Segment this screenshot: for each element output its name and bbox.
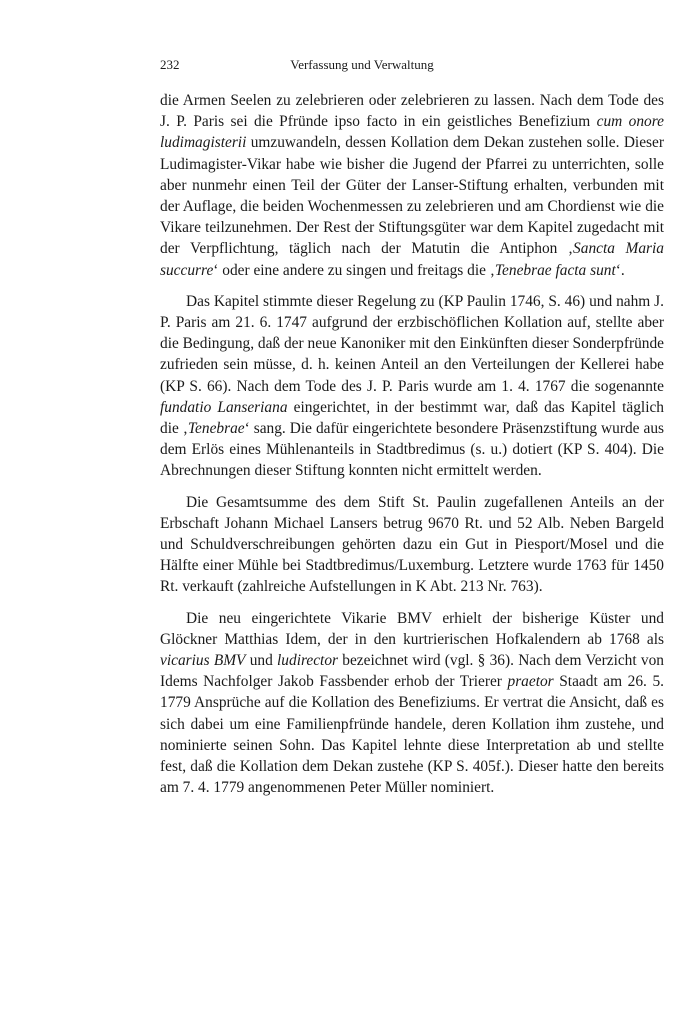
italic-phrase: Sancta Maria succurre (160, 240, 664, 279)
text-run: Staadt am 26. 5. 1779 Ansprüche auf die Kollation des Benefiziums. Er vertrat die Ansicht, daß es sich dabei um eine Familienpfründe handele, deren Kollation ihm zustehe, und nominierte seinen Sohn. Das Kapitel lehnte diese Interpretation ab und stellte fest, daß die Kollation dem Dekan zustehe (KP S. 405f.). Dieser hatte den bereits am 7. 4. 1779 angenommenen Peter Müller nominiert. (160, 673, 664, 797)
text-run: bezeichnet wird (vgl. § 36). Nach dem Verzicht von Idems Nachfolger Jakob Fassbender erhob der Trierer (160, 652, 664, 691)
italic-phrase: praetor (507, 673, 554, 691)
text-run: ‘ oder eine andere zu singen und freitags die ‚ (213, 261, 495, 279)
paragraph-1 (160, 90, 664, 281)
paragraph-3 (160, 492, 664, 598)
text-run: eingerichtet, in der bestimmt war, daß das Kapitel täglich die ‚ (160, 398, 664, 438)
paragraph-2 (160, 291, 664, 482)
text-run: ‘. (615, 261, 625, 279)
running-title: Verfassung und Verwaltung (290, 57, 434, 72)
text-run: ‘ sang. Die dafür eingerichtete besondere Präsenzstiftung wurde aus dem Erlös eines Mühlenanteils in Stadtbredimus (s. u.) dotiert (KP S. 404). Die Abrechnungen dieser Stiftung konnten nicht ermittelt werden. (160, 420, 664, 480)
italic-phrase: vicarius BMV (160, 652, 246, 670)
text-run: Das Kapitel stimmte dieser Regelung zu (KP Paulin 1746, S. 46) und nahm J. P. Paris am 21. 6. 1747 aufgrund der erzbischöflichen Kollation auf, stellte aber die Bedingung, daß der neue Kanoniker mit den Einkünften dieser Sonderpfründe zufrieden sein müsse, d. h. keinen Anteil an den Verteilungen der Kellerei habe (KP S. 66). Nach dem Tode des J. P. Paris wurde am 1. 4. 1767 die sogenannte (160, 292, 664, 395)
paragraph-4 (160, 608, 664, 799)
text-run: die Armen Seelen zu zelebrieren oder zelebrieren zu lassen. Nach dem Tode des J. P. Paris sei die Pfründe ipso facto in ein geistliches Benefizium (160, 92, 664, 131)
italic-phrase: ludirector (277, 652, 339, 670)
italic-phrase: fundatio Lanseriana (160, 398, 288, 416)
italic-phrase: Tenebrae (187, 420, 245, 438)
page-number: 232 (160, 57, 180, 72)
text-run: umzuwandeln, dessen Kollation dem Dekan zustehen solle. Dieser Ludimagister-Vikar habe wie bisher die Jugend der Pfarrei zu unterrichten, solle aber nunmehr einen Teil der Güter der Lanser-Stiftung erhalten, verbunden mit der Auflage, die beiden Wochenmessen zu zelebrieren und am Chordienst wie die Vikare teilzunehmen. Der Rest der Stiftungsgüter war dem Kapitel zugedacht mit der Verpflichtung, täglich nach der Matutin die Antiphon ‚ (160, 134, 664, 258)
italic-phrase: cum onore ludimagisterii (160, 113, 664, 152)
page-header (160, 57, 564, 75)
text-run: Die Gesamtsumme des dem Stift St. Paulin zugefallenen Anteils an der Erbschaft Johann Michael Lansers betrug 9670 Rt. und 52 Alb. Neben Bargeld und Schuldverschreibungen gehörten dazu ein Gut in Piesport/Mosel und die Hälfte einer Mühle bei Stadtbredimus/Luxemburg. Letztere wurde 1763 für 1450 Rt. verkauft (zahlreiche Aufstellungen in K Abt. 213 Nr. 763). (160, 493, 664, 596)
text-run: Die neu eingerichtete Vikarie BMV erhielt der bisherige Küster und Glöckner Matthias Idem, der in den kurtrierischen Hofkalendern ab 1768 als (160, 609, 664, 648)
text-run: und (245, 652, 278, 670)
body-text (160, 90, 664, 799)
italic-phrase: Tenebrae facta sunt (494, 261, 616, 279)
